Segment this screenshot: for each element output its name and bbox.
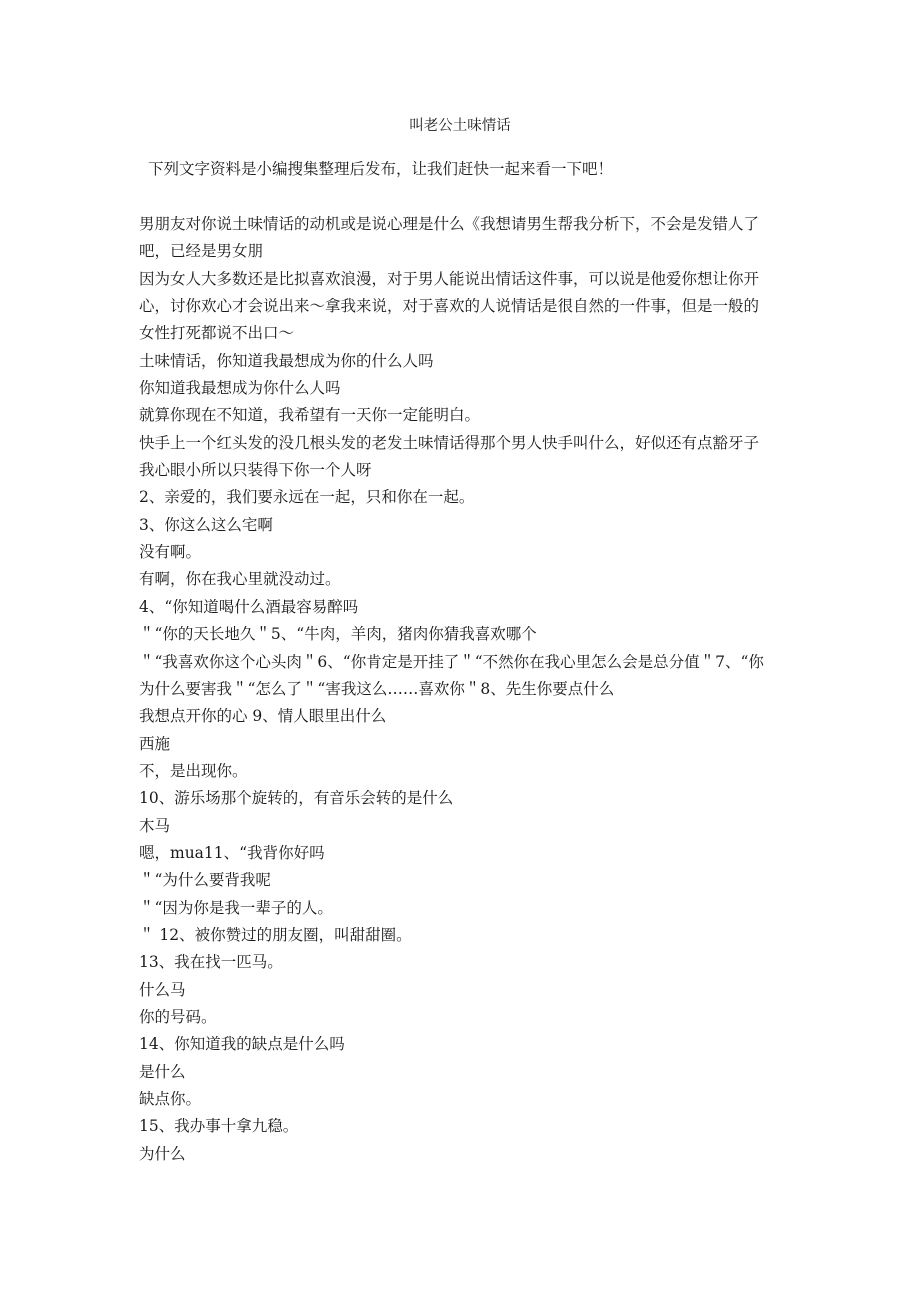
document-title: 叫老公土味情话 [409, 118, 511, 134]
document-body [139, 211, 789, 1168]
body-line: 4、“你知道喝什么酒最容易醉吗 [139, 597, 359, 616]
body-line: 我想点开你的心 9、情人眼里出什么 [139, 707, 387, 726]
body-line: 快手上一个红头发的没几根头发的老发土味情话得那个男人快手叫什么，好似还有点豁牙子 [139, 433, 760, 452]
body-line: 什么马 [139, 980, 186, 999]
body-line: 我心眼小所以只装得下你一个人呀 [139, 461, 372, 480]
body-line: ＂“因为你是我一辈子的人。 [139, 898, 333, 917]
intro-paragraph: 下列文字资料是小编搜集整理后发布，让我们赶快一起来看一下吧！ [148, 160, 614, 178]
body-line: 因为女人大多数还是比拟喜欢浪漫，对于男人能说出情话这件事，可以说是他爱你想让你开 [139, 269, 760, 288]
body-line: 你的号码。 [139, 1007, 217, 1026]
body-line: 嗯，mua11、“我背你好吗 [139, 843, 325, 862]
body-line: 西施 [139, 734, 171, 753]
body-line: 15、我办事十拿九稳。 [139, 1117, 299, 1136]
body-line: 就算你现在不知道，我希望有一天你一定能明白。 [139, 406, 481, 425]
body-line: 为什么 [139, 1144, 186, 1163]
body-line: 没有啊。 [139, 543, 202, 562]
body-line: 2、亲爱的，我们要永远在一起，只和你在一起。 [139, 488, 475, 507]
body-line: 缺点你。 [139, 1090, 202, 1108]
body-line: ＂“我喜欢你这个心头肉＂6、“你肯定是开挂了＂“不然你在我心里怎么会是总分值＂7、“你 [139, 652, 764, 671]
body-line: 男朋友对你说土味情话的动机或是说心理是什么《我想请男生帮我分析下，不会是发错人了 [139, 215, 760, 233]
body-line: 14、你知道我的缺点是什么吗 [139, 1035, 345, 1054]
body-line: 不，是出现你。 [139, 761, 248, 780]
body-line: 你知道我最想成为你什么人吗 [139, 379, 341, 398]
body-line: 木马 [139, 816, 171, 835]
body-line: ＂ 12、被你赞过的朋友圈，叫甜甜圈。 [139, 925, 412, 944]
body-line: 吧，已经是男女朋 [139, 242, 264, 261]
body-line: 土味情话，你知道我最想成为你的什么人吗 [139, 351, 434, 370]
body-line: 心，讨你欢心才会说出来～拿我来说，对于喜欢的人说情话是很自然的一件事，但是一般的 [139, 297, 760, 316]
body-line: 为什么要害我＂“怎么了＂“害我这么……喜欢你＂8、先生你要点什么 [139, 679, 615, 698]
body-line: ＂“你的天长地久＂5、“牛肉，羊肉，猪肉你猜我喜欢哪个 [139, 625, 537, 644]
body-line: 13、我在找一匹马。 [139, 953, 283, 972]
body-line: 是什么 [139, 1062, 186, 1081]
body-line: 3、你这么这么宅啊 [139, 515, 273, 534]
body-line: 有啊，你在我心里就没动过。 [139, 570, 341, 589]
body-line: 10、游乐场那个旋转的，有音乐会转的是什么 [139, 789, 454, 808]
body-line: 女性打死都说不出口～ [139, 324, 295, 343]
body-line: ＂“为什么要背我呢 [139, 871, 271, 890]
